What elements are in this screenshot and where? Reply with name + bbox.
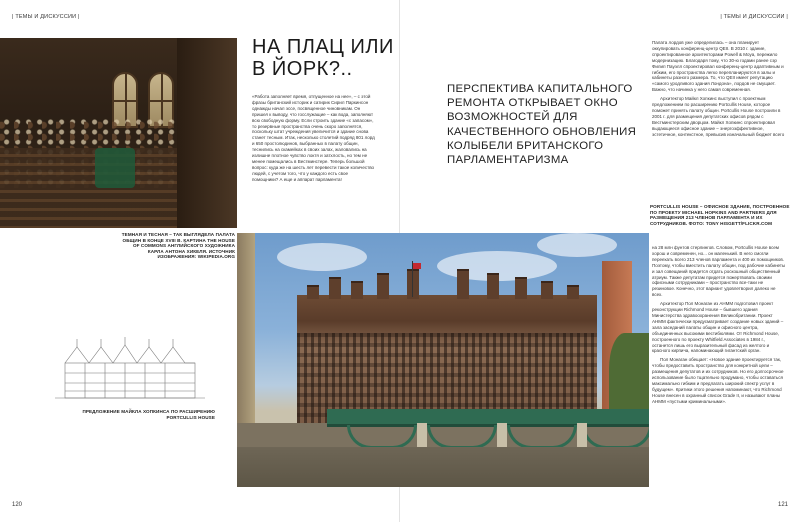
section-tag: | ТЕМЫ И ДИСКУССИИ |: [12, 14, 80, 20]
portcullis-caption: PORTCULLIS HOUSE – ОФИСНОЕ ЗДАНИЕ, ПОСТРОЕННОЕ ПО ПРОЕКТУ MICHAEL HOPKINS AND PARTNERS ДЛЯ РАЗМЕЩЕНИЯ 213 ЧЛЕНОВ ПАРЛАМЕНТА И ИХ СОТРУДНИКОВ. ФОТО: TONY HISGETT/FLICKR.COM: [650, 204, 790, 226]
painting-caption: ТЕМНАЯ И ТЕСНАЯ – ТАК ВЫГЛЯДЕЛА ПАЛАТА ОБЩИН В КОНЦЕ XVIII В. КАРТИНА THE HOUSE OF COMMONS АНГЛИЙСКОГО ХУДОЖНИКА КАРЛА АНТОНА ХИКЕЛЯ. ИСТОЧНИК ИЗОБРАЖЕНИЯ: WIKIPEDIA.ORG: [121, 232, 235, 260]
painting-house-of-commons: [0, 38, 237, 228]
drawing-caption: ПРЕДЛОЖЕНИЕ МАЙКЛА ХОПКИНСА ПО РАСШИРЕНИЮ PORTCULLIS HOUSE: [82, 409, 215, 420]
paragraph: Архитектор Пол Монаган из AHMM подготовил проект реконструкции Richmond House – бывшего здания Министерства здравоохранения Великобритании. Проект AHMM фактически предусматривает создание новых зданий – зала заседаний палаты общин и офисного центра, объединенных высокими вестибюлями. От Richmond House, построенного по проекту Whitfield Associates в 1984 г., останется лишь его выразительный фасад из желтого и красного кирпича, напоминающий гигантский орган.: [652, 301, 784, 354]
paragraph: Палата лордов уже определилась – она планирует оккупировать конференц-центр QEII. В 2010 г. здание, спроектированное архитекторами Powell & Moya, пережило модернизацию. Благодаря тому, что 30-ю годами ранее сэр Филип Пауэлл спроектировал конференц-центр адаптивным и гибким, его пространства легко перепланируются в залы и кабинеты разного размера. То, что QEII имеет репутацию «самого уродливого здания Лондона», лордов не смущает. Важно, что начинка у него самая современная.: [652, 40, 784, 93]
paragraph: Пол Монаган обещает: «Новое здание проектируется так, чтобы предоставить пространство для конкретной цели – размещения депутатов и их сотрудников. Но его долгосрочное использование было тщательно продумано, чтобы оставаться максимально гибким и предлагать широкий спектр услуг в будущем». Критики этого решения напоминают, что Richmond House внесен в охранный список Grade II, и называют планы AHMM «пустыми криминальными».: [652, 357, 784, 404]
pull-quote: ПЕРСПЕКТИВА КАПИТАЛЬНОГО РЕМОНТА ОТКРЫВАЕТ ОКНО ВОЗМОЖНОСТЕЙ ДЛЯ КАЧЕСТВЕННОГО ОБНОВЛЕНИЯ КОЛЫБЕЛИ БРИТАНСКОГО ПАРЛАМЕНТАРИЗМА: [447, 83, 637, 167]
section-tag: | ТЕМЫ И ДИСКУССИИ |: [720, 14, 788, 20]
intro-paragraph: «Работа заполняет время, отпущенное на нее», – с этой фразы британский историк и сатирик Сирил Паркинсон однажды начал эссе, посвященное чиновникам. Он пришел к выводу, что госслужащие – как вода, заполняют всю свободную форму. Если строить здание «с запасом», то резервные пространства очень скоро заполнятся, поскольку штат учреждения увеличится и здание снова станет тесным. Итак, несколько столетий подряд 801 лорд и 650 простолюдинов, выбранных в палату общин, теснились на скамейках в своих залах, жаловались на излишне плотное чувство локтя и затхлость, но тем не менее помещались в Вестминстере. Теперь большой вопрос: куда же на шесть лет перевести такое количество людей, с учетом того, что у каждого есть свое помощники? А еще и аппарат парламента!: [252, 94, 375, 182]
intro-column: [252, 94, 375, 186]
paragraph: на 28 млн фунтов стерлингов. Словом, Portcullis House всем хорош и современен, но... он маленький. В него смогли переехать всего 213 членов парламента и 400 их помощников. Поэтому, чтобы вместить палату общин, под рабочие кабинеты и зал совещаний придется отдать роскошный общественный атриум. Также депутатам придется пожертвовать своими офисными сотрудниками – пространство все-таки не резиновое. Конечно, этот вариант удовлетворил далеко не всех.: [652, 245, 786, 298]
portcullis-extension-drawing: [55, 333, 205, 403]
article-headline: НА ПЛАЦ ИЛИ В ЙОРК?..: [252, 36, 394, 80]
portcullis-house-photo: [237, 233, 649, 487]
page-number: 120: [12, 502, 23, 508]
right-column-bottom: [652, 245, 787, 408]
flag-icon: [413, 263, 421, 269]
right-column-top: [652, 40, 787, 141]
page-number: 121: [777, 502, 788, 508]
paragraph: Архитектор Майкл Хопкинс выступил с проектным предложением по расширению Portcullis House, которое поможет принять палату общин. Portcullis House построили в 2001 г. для размещения депутатских офисов рядом с Вестминстерским дворцом. Майкл Хопкинс спроектировал выдающееся офисное здание – энергоэффективное, эстетичное, контекстное, превысив изначальный бюджет всего: [652, 96, 785, 137]
